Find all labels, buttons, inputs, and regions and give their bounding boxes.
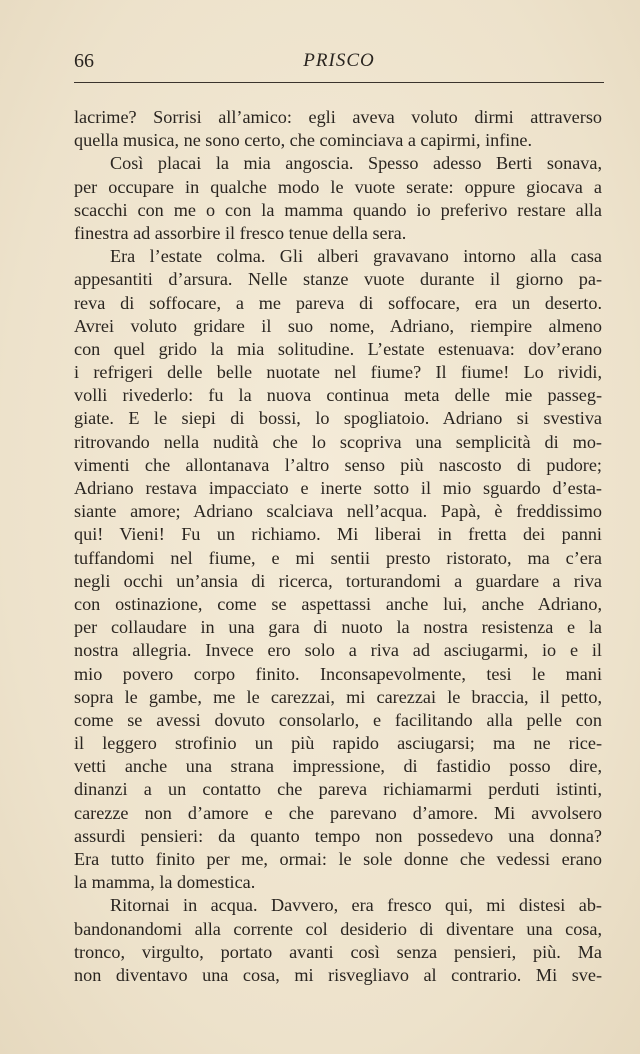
text-line: con quel grido la mia solitudine. L’estate estenuava: dov’erano bbox=[74, 338, 602, 359]
text-line: scacchi con me o con la mamma quando io preferivo restare alla bbox=[74, 199, 602, 220]
text-line: per collaudare in una gara di nuoto la nostra resistenza e la bbox=[74, 617, 602, 638]
text-line: assurdi pensieri: da quanto tempo non possedevo una donna? bbox=[74, 825, 602, 846]
running-title: PRISCO bbox=[303, 50, 375, 71]
text-line: giate. E le siepi di bossi, lo spogliatoio. Adriano si svestiva bbox=[74, 408, 602, 429]
text-line: mio povero corpo finito. Inconsapevolmente, tesi le mani bbox=[74, 663, 602, 684]
text-line: Adriano restava impacciato e inerte sotto il mio sguardo d’esta- bbox=[74, 478, 602, 498]
text-line: quella musica, ne sono certo, che cominciava a capirmi, infine. bbox=[74, 130, 533, 151]
text-line: qui! Vieni! Fu un richiamo. Mi liberai in fretta dei panni bbox=[74, 524, 602, 545]
text-line: Avrei voluto gridare il suo nome, Adriano, riempire almeno bbox=[74, 315, 602, 336]
text-line: come se avessi dovuto consolarlo, e facilitando alla pelle con bbox=[74, 709, 602, 730]
text-line: ritrovando nella nudità che lo scopriva una semplicità di mo- bbox=[74, 431, 602, 452]
text-line: vimenti che allontanava l’altro senso più nascosto di pudore; bbox=[74, 454, 602, 475]
text-line: tronco, virgulto, portato avanti così senza pensieri, più. Ma bbox=[74, 941, 602, 962]
text-line: appesantiti d’arsura. Nelle stanze vuote durante il giorno pa- bbox=[74, 269, 602, 290]
text-line: dinanzi a un contatto che pareva richiamarmi perduti istinti, bbox=[74, 779, 602, 800]
text-line: vetti anche una strana impressione, di fastidio posso dire, bbox=[74, 756, 602, 777]
text-line: Era l’estate colma. Gli alberi gravavano intorno alla casa bbox=[110, 246, 602, 267]
text-line: Così placai la mia angoscia. Spesso adesso Berti sonava, bbox=[110, 153, 602, 174]
page-number: 66 bbox=[74, 50, 94, 72]
text-line: finestra ad assorbire il fresco tenue della sera. bbox=[74, 222, 407, 243]
text-line: per occupare in qualche modo le vuote serate: oppure giocava a bbox=[74, 176, 602, 197]
text-line: reva di soffocare, a me pareva di soffocare, era un deserto. bbox=[74, 292, 602, 313]
text-line: la mamma, la domestica. bbox=[74, 872, 256, 893]
text-line: tuffandomi nel fiume, e mi sentii presto ristorato, ma c’era bbox=[74, 547, 602, 568]
text-line: Era tutto finito per me, ormai: le sole donne che vedessi erano bbox=[74, 849, 602, 869]
text-line: bandonandomi alla corrente col desiderio di diventare una cosa, bbox=[74, 918, 602, 939]
text-line: con ostinazione, come se aspettassi anche lui, anche Adriano, bbox=[74, 593, 602, 614]
text-line: il leggero strofinio un più rapido asciugarsi; ma ne rice- bbox=[74, 733, 602, 754]
text-line: siante amore; Adriano scalciava nell’acqua. Papà, è freddissimo bbox=[74, 501, 602, 522]
text-line: carezze non d’amore e che parevano d’amore. Mi avvolsero bbox=[74, 802, 602, 823]
page-header bbox=[74, 48, 604, 76]
text-line: negli occhi un’ansia di ricerca, torturandomi a guardare a riva bbox=[74, 570, 602, 591]
text-line: non diventavo una cosa, mi risvegliavo al contrario. Mi sve- bbox=[74, 964, 602, 985]
text-line: sopra le gambe, me le carezzai, mi carezzai le braccia, il petto, bbox=[74, 686, 602, 707]
header-rule bbox=[74, 82, 604, 83]
body-text bbox=[74, 106, 602, 987]
text-line: lacrime? Sorrisi all’amico: egli aveva voluto dirmi attraverso bbox=[74, 107, 602, 127]
text-line: Ritornai in acqua. Davvero, era fresco qui, mi distesi ab- bbox=[110, 895, 602, 916]
text-line: nostra allegria. Invece ero solo a riva ad asciugarmi, io e il bbox=[74, 640, 602, 661]
text-line: volli rivederlo: fu la nuova continua meta delle mie passeg- bbox=[74, 385, 602, 406]
text-line: i refrigeri delle belle nuotate nel fiume? Il fiume! Lo rividi, bbox=[74, 362, 602, 383]
